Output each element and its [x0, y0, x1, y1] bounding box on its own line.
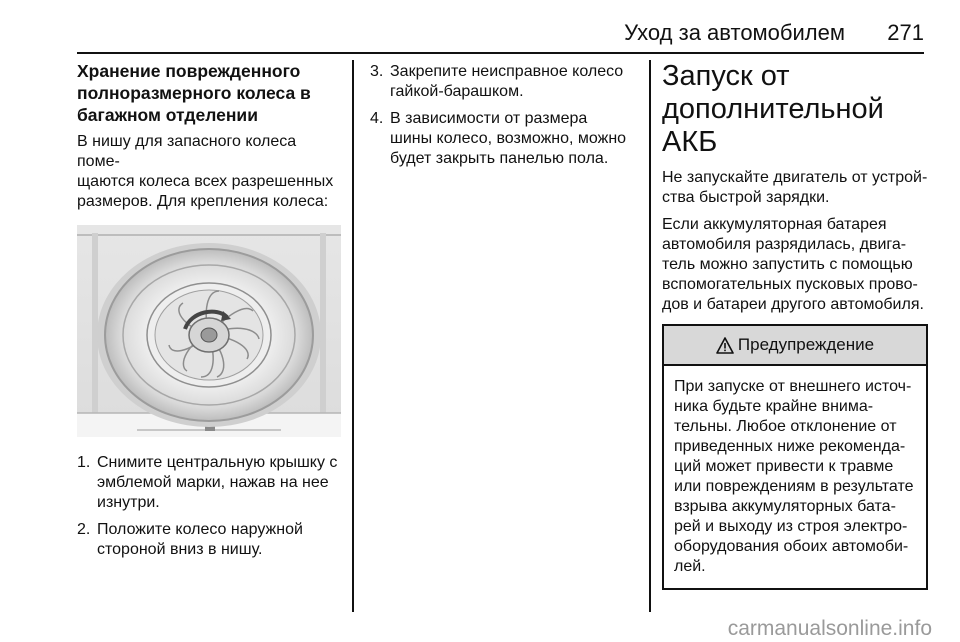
text-line: автомобиля разрядилась, двига-: [662, 236, 907, 253]
step-text: [390, 62, 640, 102]
text-line: лей.: [674, 558, 706, 575]
text-line: тельны. Любое отклонение от: [674, 418, 897, 435]
column-2: [370, 62, 640, 176]
text-line: В нишу для запасного колеса поме-: [77, 133, 297, 170]
steps-list-2: [370, 62, 640, 169]
paragraph-jump-start: [662, 215, 928, 315]
heading-line: Запуск от: [662, 60, 790, 92]
text-line: эмблемой марки, нажав на нее: [97, 474, 329, 491]
section-heading-jump-start: [662, 60, 928, 159]
text-line: Не запускайте двигатель от устрой-: [662, 169, 928, 186]
text-line: или повреждениям в результате: [674, 478, 914, 495]
text-line: рей и выходу из строя электро-: [674, 518, 908, 535]
text-line: щаются колеса всех разрешенных: [77, 173, 334, 190]
warning-header: [664, 326, 926, 366]
text-line: ника будьте крайне внима-: [674, 398, 874, 415]
warning-box: [662, 324, 928, 590]
heading-line: полноразмерного колеса в: [77, 83, 311, 103]
text-line: изнутри.: [97, 494, 160, 511]
text-line: тель можно запустить с помощью: [662, 256, 913, 273]
list-item: [77, 520, 343, 560]
step-number: 4.: [370, 110, 384, 127]
text-line: гайкой-барашком.: [390, 83, 524, 100]
step-text: [390, 109, 640, 169]
heading-line: Хранение поврежденного: [77, 61, 301, 81]
list-item: [370, 62, 640, 102]
text-line: стороной вниз в нишу.: [97, 541, 263, 558]
text-line: шины колесо, возможно, можно: [390, 130, 627, 147]
text-line: приведенных ниже рекоменда-: [674, 438, 906, 455]
step-text: [97, 453, 343, 513]
column-divider-1: [352, 60, 354, 612]
text-line: оборудования обоих автомоби-: [674, 538, 909, 555]
heading-line: дополнительной АКБ: [662, 93, 884, 158]
text-line: Закрепите неисправное колесо: [390, 63, 624, 80]
step-number: 2.: [77, 521, 91, 538]
section-heading-damaged-wheel: [77, 60, 343, 126]
running-header-title: Уход за автомобилем: [624, 20, 845, 45]
watermark-link[interactable]: carmanualsonline.info: [727, 617, 932, 640]
list-item: [77, 453, 343, 513]
text-line: При запуске от внешнего источ-: [674, 378, 912, 395]
intro-paragraph: [77, 132, 343, 212]
step-number: 3.: [370, 63, 384, 80]
warning-triangle-icon: [716, 337, 734, 354]
heading-line: багажном отделении: [77, 105, 258, 125]
column-3: [662, 60, 928, 590]
page-number: 271: [887, 20, 924, 45]
warning-title: Предупреждение: [737, 335, 875, 354]
text-line: размеров. Для крепления колеса:: [77, 193, 329, 210]
text-line: В зависимости от размера: [390, 110, 588, 127]
text-line: вспомогательных пусковых прово-: [662, 276, 918, 293]
list-item: [370, 109, 640, 169]
text-line: Снимите центральную крышку с: [97, 454, 338, 471]
text-line: ций может привести к травме: [674, 458, 894, 475]
column-divider-2: [649, 60, 651, 612]
step-number: 1.: [77, 454, 91, 471]
text-line: дов и батареи другого автомобиля.: [662, 296, 924, 313]
text-line: взрыва аккумуляторных бата-: [674, 498, 896, 515]
column-1: [77, 60, 343, 567]
text-line: ства быстрой зарядки.: [662, 189, 830, 206]
text-line: будет закрыть панелью пола.: [390, 150, 609, 167]
steps-list-1: [77, 453, 343, 560]
warning-text: [664, 366, 926, 588]
header-rule: [77, 52, 924, 54]
paragraph-no-fast-charger: [662, 168, 928, 208]
text-line: Положите колесо наружной: [97, 521, 303, 538]
step-text: [97, 520, 343, 560]
text-line: Если аккумуляторная батарея: [662, 216, 887, 233]
spare-wheel-well-illustration: [77, 225, 341, 437]
